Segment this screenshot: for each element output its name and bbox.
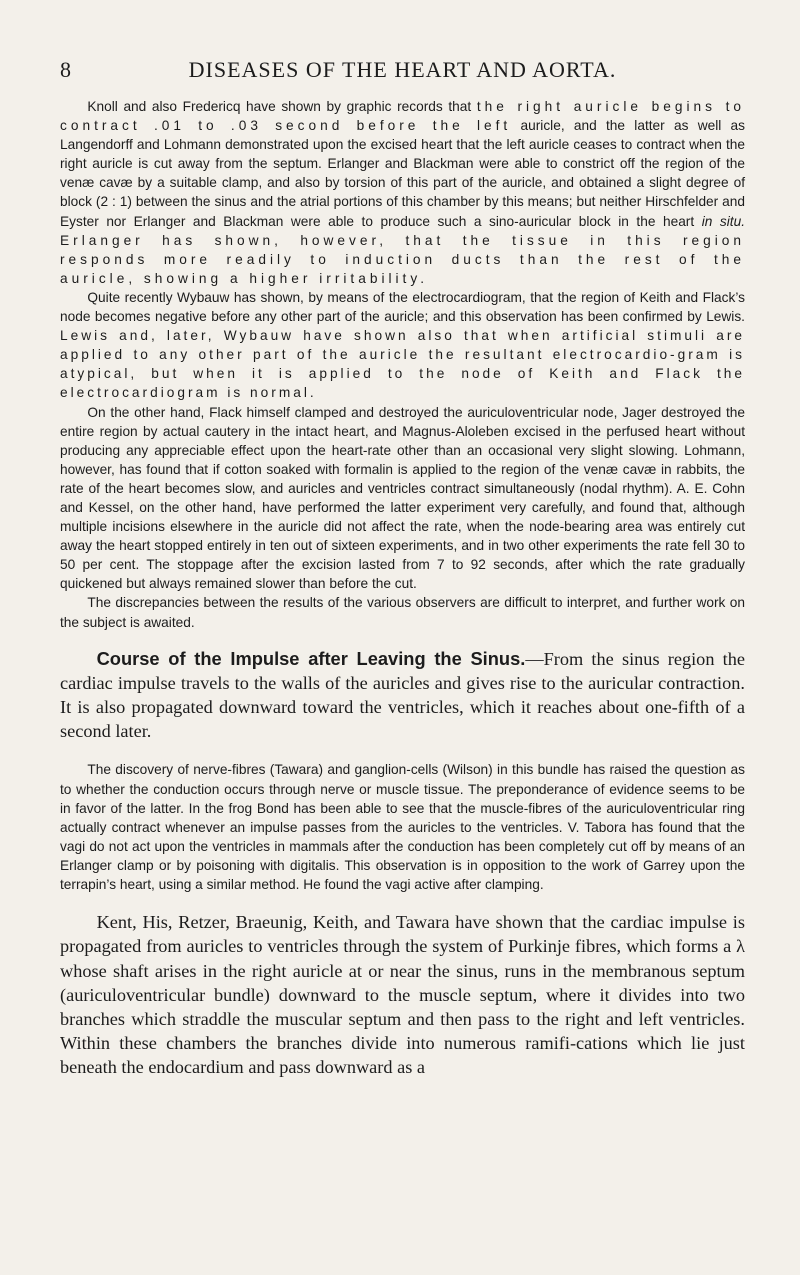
paragraph-discrepancies: The discrepancies between the results of the various observers are difficult to interpret, and further work on the subject is awaited. (60, 595, 745, 630)
page-number: 8 (60, 57, 71, 82)
small-type-block (60, 97, 745, 632)
section-course-of-impulse (60, 647, 745, 744)
page-body (60, 97, 745, 1080)
paragraph-purkinje: Kent, His, Retzer, Braeunig, Keith, and Tawara have shown that the cardiac impulse is propagated from auricles to ventricles through the system of Purkinje fibres, which forms a λ whose shaft arises in the right auricle at or near the sinus, runs in the membranous septum (auriculoventricular bundle) downward to the muscle septum, where it divides into two branches which straddle the muscular septum and then pass to the right and left ventricles. Within these chambers the branches divide into numerous ramifi-cations which lie just beneath the endocardium and pass downward as a (60, 912, 745, 1078)
section-heading: Course of the Impulse after Leaving the Sinus. (96, 647, 526, 669)
paragraph-nerve-fibres: The discovery of nerve-fibres (Tawara) and ganglion-cells (Wilson) in this bundle has raised the question as to whether the conduction occurs through nerve or muscle tissue. The preponderance of evidence seems to be in favor of the latter. In the frog Bond has been able to see that the muscle-fibres of the auriculoventricular ring actually contract whenever an impulse passes from the auricles to the ventricles. V. Tabora has found that the vagi do not act upon the ventricles in mammals after the conduction has been completely cut off by means of an Erlanger clamp or by poisoning with digitalis. This observation is in opposition to the work of Garrey upon the terrapin’s heart, using a similar method. He found the vagi active after clamping. (60, 762, 745, 892)
small-type-block-2 (60, 760, 745, 894)
spaced-emphasis: Lewis and, later, Wybauw have shown also that when artificial stimuli are applied to any other part of the auricle the resultant electrocardio-gram is atypical, but when it is applied to the node of Keith and Flack the electrocardiogram is normal. (60, 328, 745, 401)
paragraph-knoll: Knoll and also Fredericq have shown by graphic records that the right auricle begins to contract .01 to .03 second before the left auricle, and the latter as well as Langendorff and Lohmann demonstrated upon the excised heart that the left auricle ceases to contract when the right auricle is cut away from the septum. Erlanger and Blackman were able to constrict off the region of the venæ cavæ by a suitable clamp, and also by torsion of this part of the auricle, and obtained a slight degree of block (2 : 1) between the sinus and the atrial portions of this chamber by this means; but neither Hirschfelder and Eyster nor Erlanger and Blackman were able to produce such a sino-auricular block in the heart in situ. Erlanger has shown, however, that the tissue in this region responds more readily to induction ducts than the rest of the auricle, showing a higher irritability. (60, 99, 746, 286)
section-text: —From the sinus region the cardiac impulse travels to the walls of the auricles and gives rise to the auricular contraction. It is also propagated downward toward the ventricles, which it reaches about one-fifth of a second later. (60, 648, 746, 742)
italic-in-situ: in situ. (701, 213, 745, 229)
running-title: DISEASES OF THE HEART AND AORTA. (188, 57, 617, 82)
spaced-emphasis: Erlanger has shown, however, that the tissue in this region responds more readily to induction ducts than the rest of the auricle, showing a higher irritability. (60, 232, 745, 286)
paragraph-wybauw: Quite recently Wybauw has shown, by means of the electrocardiogram, that the region of Keith and Flack’s node becomes negative before any other part of the auricle; and this observation has been confirmed by Lewis. Lewis and, later, Wybauw have shown also that when artificial stimuli are applied to any other part of the auricle the resultant electrocardio-gram is atypical, but when it is applied to the node of Keith and Flack the electrocardiogram is normal. (60, 289, 745, 401)
large-type-block (60, 910, 745, 1079)
spaced-emphasis: the right auricle begins to contract .01 to .03 second before the left (60, 99, 745, 134)
paragraph-flack: On the other hand, Flack himself clamped and destroyed the auriculoventricular node, Jager destroyed the entire region by actual cautery in the intact heart, and Magnus-Aloleben excised in the perfused heart without producing any appreciable effect upon the heart-rate other than an occasional very slight slowing. Lohmann, however, has found that if cotton soaked with formalin is applied to the region of the venæ cavæ in rabbits, the rate of the heart becomes slow, and auricles and ventricles contract simultaneously (nodal rhythm). A. E. Cohn and Kessel, on the other hand, have performed the latter experiment very carefully, and found that, although multiple incisions elsewhere in the auricle did not affect the rate, when the node-bearing area was entirely cut away the heart stopped entirely in ten out of sixteen experiments, and in two other experiments the rate fell 30 to 50 per cent. The stoppage after the excision lasted from 7 to 92 seconds, after which the rate gradually quickened but always remained slower than before the cut. (60, 404, 745, 592)
page-header (60, 57, 745, 83)
